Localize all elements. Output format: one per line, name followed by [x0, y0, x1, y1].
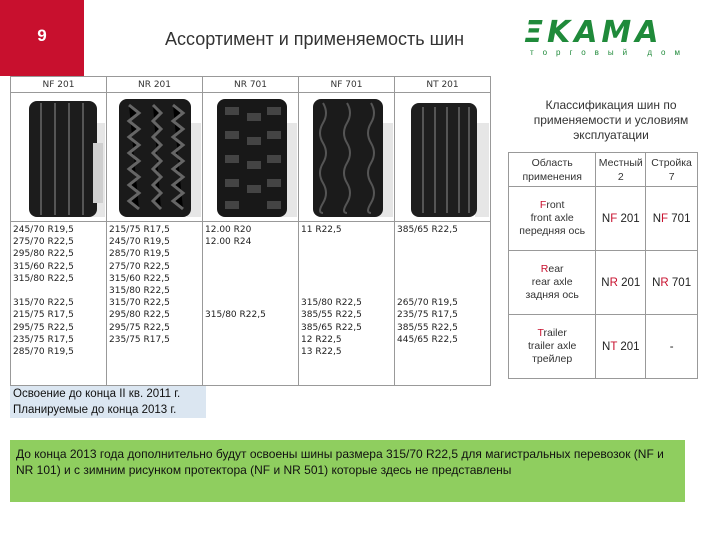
row-front-construction	[646, 187, 698, 251]
classification-table	[508, 152, 698, 379]
tire-nt201-icon	[395, 93, 489, 217]
tire-image-nr701	[203, 93, 299, 222]
code-letter: T	[610, 340, 618, 353]
column-header-nf201: NF 201	[11, 77, 107, 93]
size-item: 295/80 R22,5	[109, 310, 170, 321]
trailer-initial: T	[537, 327, 544, 339]
size-item: 315/80 R22,5	[301, 298, 362, 309]
size-item: 13 R22,5	[301, 347, 342, 358]
front-en: front axle	[530, 212, 574, 224]
column-header-nt201: NT 201	[395, 77, 491, 93]
size-item: 12.00 R24	[205, 237, 252, 248]
mastering-line-1: Освоение до конца II кв. 2011 г.	[13, 388, 181, 400]
size-item: 295/75 R22,5	[13, 322, 74, 333]
additional-note: До конца 2013 года дополнительно будут освоены шины размера 315/70 R22,5 для магистральных перевозок (NF и NR 101) и с зимним рисунком протектора (NF и NR 501) которые здесь не представлены	[10, 440, 685, 502]
code-prefix: N	[652, 212, 662, 225]
size-item: 11 R22,5	[301, 225, 342, 235]
code-number: 701	[668, 276, 692, 289]
column-header-nr701: NR 701	[203, 77, 299, 93]
code-prefix: N	[602, 340, 611, 353]
spacer	[301, 236, 392, 297]
tire-image-nf701	[299, 93, 395, 222]
sizes-nt201	[395, 222, 491, 386]
header-area	[509, 153, 596, 187]
rear-en: rear axle	[531, 276, 573, 288]
sizes-nf201	[11, 222, 107, 386]
size-item: 445/65 R22,5	[397, 334, 458, 345]
front-initial: F	[539, 199, 547, 211]
row-rear-construction	[646, 251, 698, 315]
kama-logo	[524, 15, 700, 62]
sizes-nf701	[299, 222, 395, 386]
row-rear-area	[509, 251, 596, 315]
front-ru: передняя ось	[519, 225, 586, 237]
spacer	[397, 236, 488, 297]
row-front-area	[509, 187, 596, 251]
size-item: 315/60 R22,5	[109, 273, 170, 284]
size-item: 285/70 R19,5	[13, 347, 74, 358]
tire-image-nt201	[395, 93, 491, 222]
size-item: 245/70 R19,5	[109, 237, 170, 248]
code-prefix: N	[601, 276, 610, 289]
code-prefix: N	[652, 276, 661, 289]
column-header-nf701: NF 701	[299, 77, 395, 93]
row-trailer-local	[596, 315, 646, 379]
code-number: 201	[617, 340, 640, 353]
tire-image-nr201	[107, 93, 203, 222]
size-item: 275/70 R22,5	[13, 237, 74, 248]
size-item: 315/80 R22,5	[205, 310, 266, 321]
rear-initial: R	[540, 263, 549, 275]
trailer-en: trailer axle	[527, 340, 577, 352]
row-trailer-area	[509, 315, 596, 379]
size-item: 315/60 R22,5	[13, 261, 74, 272]
sizes-nr701	[203, 222, 299, 386]
tire-nf201-icon	[11, 93, 105, 217]
slide-number: 9	[0, 0, 84, 76]
size-item: 265/70 R19,5	[397, 298, 458, 309]
row-trailer-construction: -	[646, 315, 698, 379]
logo-subtitle: торговый дом	[530, 48, 689, 57]
code-number: 701	[668, 212, 691, 225]
size-item: 235/75 R17,5	[109, 334, 170, 345]
tire-nr701-icon	[203, 93, 297, 217]
row-front-local	[596, 187, 646, 251]
trailer-ru: трейлер	[532, 353, 573, 365]
code-letter: R	[660, 276, 669, 289]
size-item: 385/55 R22,5	[301, 310, 362, 321]
size-item: 295/80 R22,5	[13, 249, 74, 260]
column-header-nr201: NR 201	[107, 77, 203, 93]
logo-brand: ΞKAMA	[524, 15, 663, 50]
header-local	[596, 153, 646, 187]
size-item: 315/70 R22,5	[13, 298, 74, 309]
spacer	[205, 297, 296, 309]
header-area-label: Область применения	[522, 156, 582, 183]
code-letter: F	[661, 212, 669, 225]
spacer	[13, 285, 104, 297]
rear-ru: задняя ось	[525, 289, 579, 301]
code-letter: F	[610, 212, 618, 225]
size-item: 275/70 R22,5	[109, 261, 170, 272]
code-number: 201	[617, 276, 641, 289]
header-bar	[0, 0, 720, 76]
size-item: 215/75 R17,5	[13, 310, 74, 321]
size-item: 315/80 R22,5	[109, 286, 170, 297]
tire-image-nf201	[11, 93, 107, 222]
header-construction-label: Стройка	[651, 156, 692, 169]
header-local-value: 2	[617, 170, 624, 183]
spacer	[205, 248, 296, 297]
front-rest: ront	[546, 199, 565, 211]
code-letter: R	[609, 276, 618, 289]
rear-rest: ear	[548, 263, 564, 275]
size-item: 12 R22,5	[301, 334, 342, 345]
header-local-label: Местный	[598, 156, 643, 169]
size-item: 385/65 R22,5	[397, 225, 458, 235]
mastering-note	[10, 386, 206, 418]
page-title: Ассортимент и применяемость шин	[165, 29, 465, 49]
tire-nf701-icon	[299, 93, 393, 217]
size-item: 245/70 R19,5	[13, 225, 74, 235]
size-item: 215/75 R17,5	[109, 225, 170, 235]
tire-assortment-table	[10, 76, 491, 386]
size-item: 235/75 R17,5	[13, 334, 74, 345]
classification-title: Классификация шин по применяемости и условиям эксплуатации	[533, 98, 689, 142]
size-item: 385/55 R22,5	[397, 322, 458, 333]
mastering-line-2: Планируемые до конца 2013 г.	[13, 404, 177, 416]
tire-nr201-icon	[107, 93, 201, 217]
trailer-rest: railer	[543, 327, 567, 339]
code-number: 201	[617, 212, 640, 225]
size-item: 315/70 R22,5	[109, 298, 170, 309]
header-construction-value: 7	[668, 170, 675, 183]
size-item: 285/70 R19,5	[109, 249, 170, 260]
size-item: 385/65 R22,5	[301, 322, 362, 333]
code-prefix: N	[601, 212, 611, 225]
size-item: 315/80 R22,5	[13, 273, 74, 284]
size-item: 235/75 R17,5	[397, 310, 458, 321]
size-item: 295/75 R22,5	[109, 322, 170, 333]
row-rear-local	[596, 251, 646, 315]
header-construction	[646, 153, 698, 187]
size-item: 12.00 R20	[205, 225, 252, 235]
sizes-nr201	[107, 222, 203, 386]
